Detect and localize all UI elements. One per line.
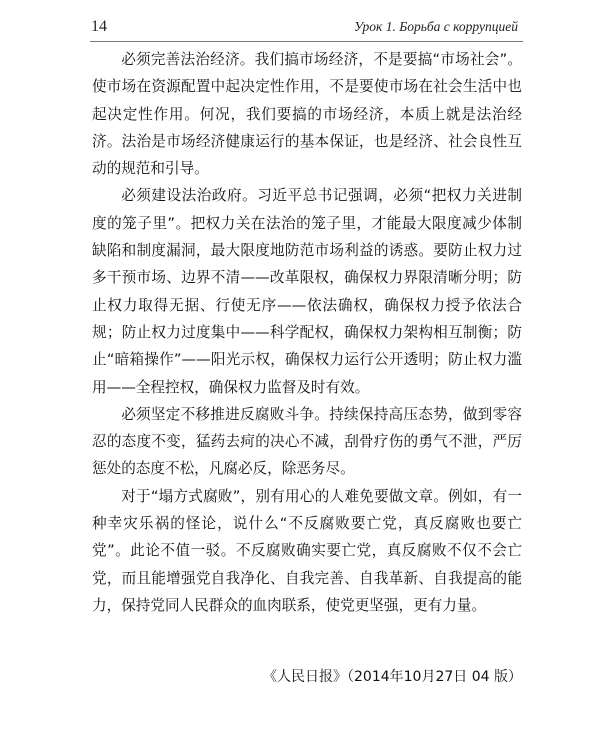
header-divider <box>90 41 523 42</box>
paragraph-rule-of-law-government: 必须建设法治政府。习近平总书记强调，必须“把权力关进制度的笼子里”。把权力关在法治的笼子里，才能最大限度减少体制缺陷和制度漏洞，最大限度地防范市场利益的诱惑。要防止权力过多干预市场、边界不清——改革限权，确保权力界限清晰分明；防止权力取得无据、行使无序——依法确权，确保权力授予依法合规；防止权力过度集中——科学配权，确保权力架构相互制衡；防止“暗箱操作”——阳光示权，确保权力运行公开透明；防止权力滥用——全程控权，确保权力监督及时有效。 <box>92 187 522 396</box>
article-body <box>92 46 522 619</box>
paragraph-rule-of-law-economy: 必须完善法治经济。我们搞市场经济，不是要搞“市场社会”。使市场在资源配置中起决定性作用，不是要使市场在社会生活中也起决定性作用。何况，我们要搞的市场经济，本质上就是法治经济。法治是市场经济健康运行的基本保证，也是经济、社会良性互动的规范和引导。 <box>92 51 522 178</box>
paragraph-collapse-corruption: 对于“塌方式腐败”，别有用心的人难免要做文章。例如，有一种幸灾乐祸的怪论，说什么“不反腐败要亡党，真反腐败也要亡党”。此论不值一驳。不反腐败确实要亡党，真反腐败不仅不会亡党，而且能增强党自我净化、自我完善、自我革新、自我提高的能力，保持党同人民群众的血肉联系，使党更坚强，更有力量。 <box>92 487 522 614</box>
source-citation: 《人民日报》（2014年10月27日 04 版） <box>263 669 522 685</box>
page-number: 14 <box>91 18 107 35</box>
paragraph-anti-corruption-struggle: 必须坚定不移推进反腐败斗争。持续保持高压态势，做到零容忍的态度不变，猛药去疴的决心不减，刮骨疗伤的勇气不泄，严厉惩处的态度不松，凡腐必反，除恶务尽。 <box>92 405 522 478</box>
running-header: Урок 1. Борьба с коррупцией <box>354 19 518 34</box>
